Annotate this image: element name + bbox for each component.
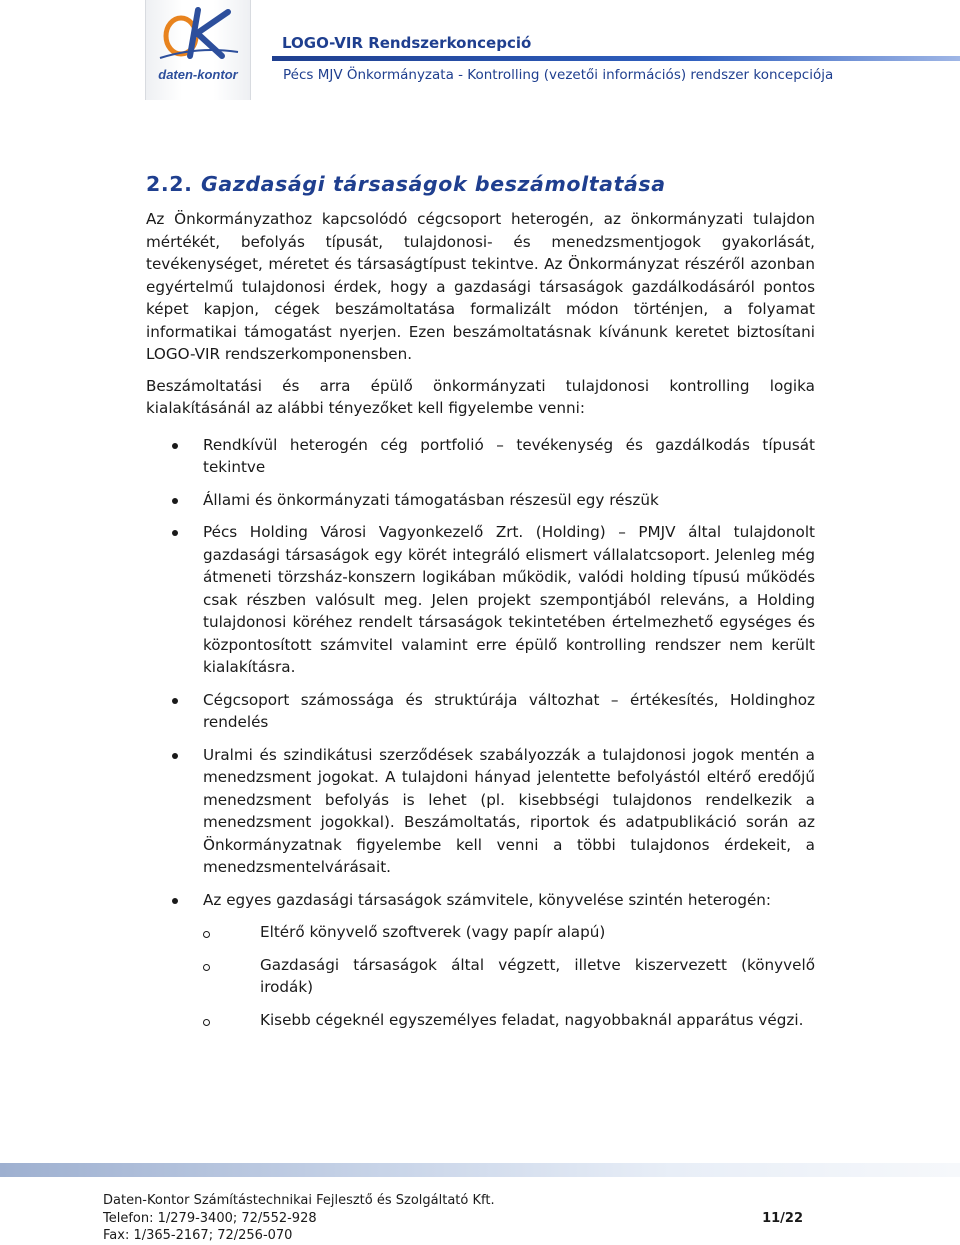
list-item xyxy=(146,744,815,879)
document-subtitle: Pécs MJV Önkormányzata - Kontrolling (vezetői információs) rendszer koncepciója xyxy=(283,67,834,83)
list-item-text: Az egyes gazdasági társaságok számvitele, könyvelése szintén heterogén: xyxy=(203,890,772,909)
bullet-icon xyxy=(172,530,178,536)
company-logo xyxy=(145,0,251,100)
list-item-text: Cégcsoport számossága és struktúrája változhat – értékesítés, Holdinghoz rendelés xyxy=(203,690,815,731)
document-body xyxy=(146,172,815,1041)
section-number: 2.2. xyxy=(146,172,193,196)
bullet-icon xyxy=(172,753,178,759)
list-item xyxy=(146,489,815,512)
list-item xyxy=(146,521,815,679)
paragraph: Az Önkormányzathoz kapcsolódó cégcsoport heterogén, az önkormányzati tulajdon mértékét, befolyás típusát, tulajdonosi- és menedzsmentjogok gyakorlását, tevékenységet, méretet és társaságtípust tekintve. Az Önkormányzat részéről azonban egyértelmű tulajdonosi érdek, hogy a gazdasági társaságok gazdálkodásáról pontos képet kapjon, cégek beszámoltatása formalizált módon történjen, a folyamat informatikai támogatást nyerjen. Ezen beszámoltatásnak kívánunk keretet biztosítani LOGO-VIR rendszerkomponensben. xyxy=(146,210,815,363)
bullet-icon xyxy=(172,898,178,904)
page-header xyxy=(0,0,960,100)
page-number: 11/22 xyxy=(762,1210,803,1226)
sub-list-item xyxy=(203,921,815,944)
paragraph: Beszámoltatási és arra épülő önkormányzati tulajdonosi kontrolling logika kialakításánál az alábbi tényezőket kell figyelembe venni: xyxy=(146,376,815,417)
ok-logo-mark-icon xyxy=(146,0,250,66)
list-item-text: Állami és önkormányzati támogatásban részesül egy részük xyxy=(203,490,659,509)
page-footer xyxy=(103,1192,803,1245)
bullet-icon xyxy=(172,698,178,704)
section-heading xyxy=(146,172,815,196)
list-item-text: Uralmi és szindikátusi szerződések szabályozzák a tulajdonosi jogok mentén a menedzsment jogokat. A tulajdoni hányad jelentette befolyástól eltérő eredőjű menedzsment befolyás is lehet (pl. kisebbségi tulajdonos rendelkezik a menedzsment jogokkal). Beszámoltatás, riportok és adatpublikáció során az Önkormányzatnak figyelembe kell venni a többi tulajdonos érdekeit, a menedzsmentelvárásait. xyxy=(203,745,815,876)
list-item xyxy=(146,889,815,1032)
list-item xyxy=(146,689,815,734)
list-item-text: Pécs Holding Városi Vagyonkezelő Zrt. (Holding) – PMJV által tulajdonolt gazdasági társaságok egy körét integráló elismert vállalatcsoport. Jelenleg még átmeneti törzsház-konszern logikában működik, valódi holding típusú működés csak részben valósult meg. Jelen projekt szempontjából releváns, a Holding tulajdonosi köréhez rendelt társaságok tekintetében értelmezhető egységes és központosított számvitel valamint erre épülő kontrolling rendszer nem került kialakításra. xyxy=(203,523,815,676)
footer-phone: Telefon: 1/279-3400; 72/552-928 xyxy=(103,1210,317,1226)
sub-list-item-text: Eltérő könyvelő szoftverek (vagy papír alapú) xyxy=(260,923,606,941)
bullet-icon xyxy=(172,498,178,504)
logo-subtext: daten-kontor xyxy=(158,67,238,82)
circle-bullet-icon xyxy=(203,931,210,938)
circle-bullet-icon xyxy=(203,964,210,971)
list-item-text: Rendkívül heterogén cég portfolió – tevékenység és gazdálkodás típusát tekintve xyxy=(203,435,815,476)
section-title: Gazdasági társaságok beszámoltatása xyxy=(201,172,666,196)
header-divider xyxy=(272,56,960,61)
document-title: LOGO-VIR Rendszerkoncepció xyxy=(282,34,532,52)
bullet-icon xyxy=(172,443,178,449)
sub-list xyxy=(203,921,815,1031)
sub-list-item xyxy=(203,954,815,999)
footer-company: Daten-Kontor Számítástechnikai Fejlesztő és Szolgáltató Kft. xyxy=(103,1193,495,1208)
sub-list-item-text: Gazdasági társaságok által végzett, illetve kiszervezett (könyvelő irodák) xyxy=(260,955,815,996)
footer-divider xyxy=(0,1163,960,1177)
sub-list-item-text: Kisebb cégeknél egyszemélyes feladat, nagyobbaknál apparátus végzi. xyxy=(260,1010,804,1029)
sub-list-item xyxy=(203,1009,815,1032)
footer-fax: Fax: 1/365-2167; 72/256-070 xyxy=(103,1228,293,1243)
factor-list xyxy=(146,434,815,1032)
circle-bullet-icon xyxy=(203,1019,210,1026)
list-item xyxy=(146,434,815,479)
